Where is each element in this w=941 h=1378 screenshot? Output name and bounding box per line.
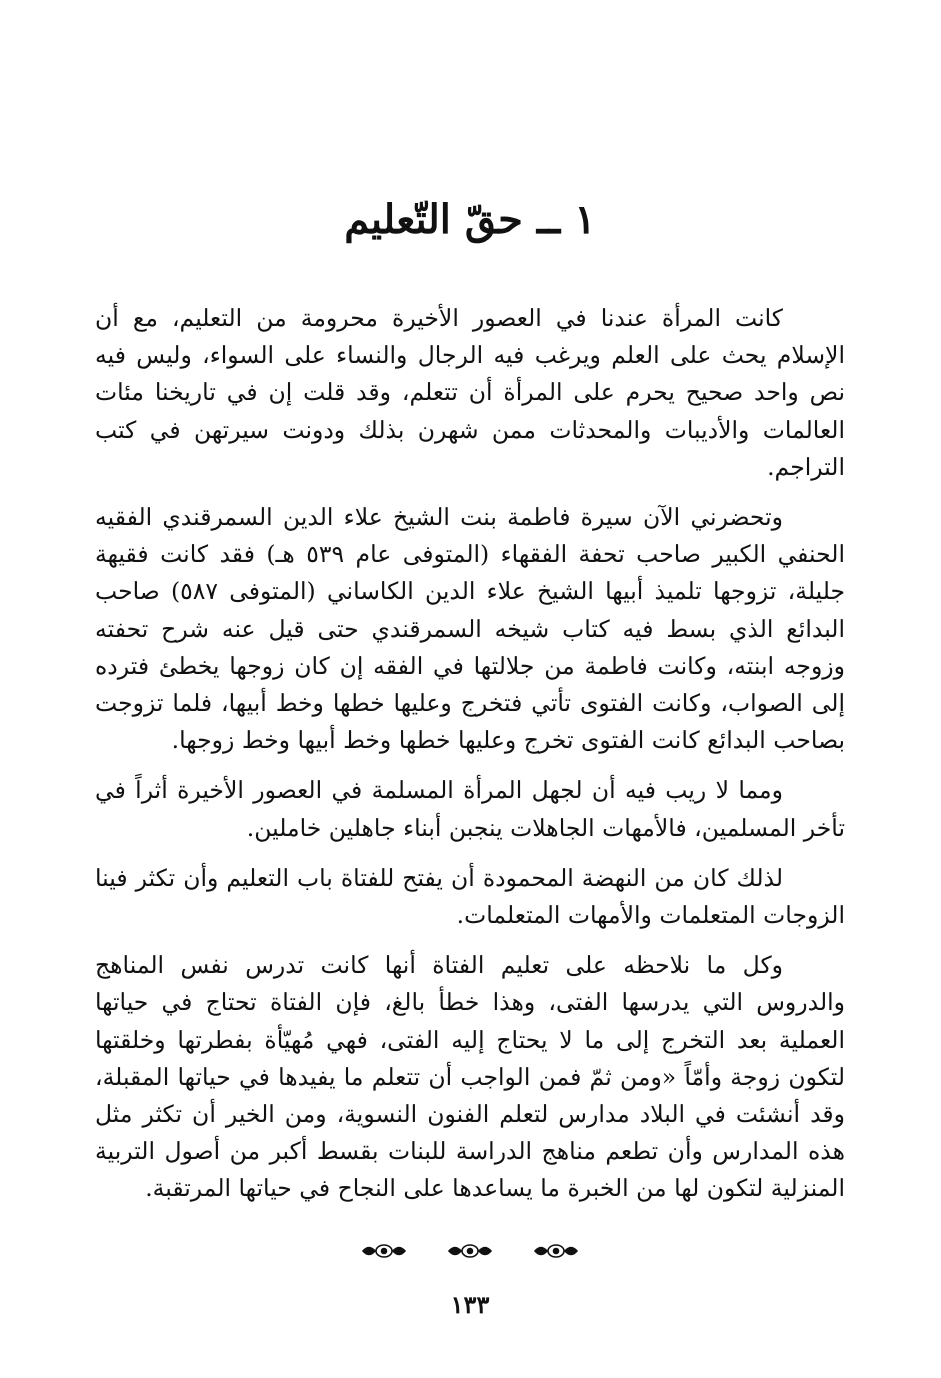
section-end-ornament [95,1240,845,1266]
paragraph-4: لذلك كان من النهضة المحمودة أن يفتح للفتاة باب التعليم وأن تكثر فينا الزوجات المتعلمات والأمهات المتعلمات. [95,863,845,930]
paragraph-2: وتحضرني الآن سيرة فاطمة بنت الشيخ علاء الدين السمرقندي الفقيه الحنفي الكبير صاحب تحفة الفقهاء (المتوفى عام ٥٣٩ هـ) فقد كانت فقيهة جليلة، تزوجها تلميذ أبيها الشيخ علاء الدين الكاساني (المتوفى ٥٨٧) صاحب البدائع الذي بسط فيه كتاب شيخه السمرقندي حتى قيل عنه شرح تحفته وزوجه ابنته، وكانت فاطمة من جلالتها في الفقه إن كان زوجها يخطئ فترده إلى الصواب، وكانت الفتوى تأتي فتخرج وعليها خطها وخط أبيها، فلما تزوجت بصاحب البدائع كانت الفتوى تخرج وعليها خطها وخط أبيها وخط زوجها. [95,503,846,755]
floral-ornament-icon [533,1240,579,1266]
page-number: ١٣٣ [450,1290,490,1319]
body-text [95,300,845,1221]
paragraph-3: ومما لا ريب فيه أن لجهل المرأة المسلمة في العصور الأخيرة أثراً في تأخر المسلمين، فالأمهات الجاهلات ينجبن أبناء جاهلين خاملين. [95,776,845,842]
paragraph-1: كانت المرأة عندنا في العصور الأخيرة محرومة من التعليم، مع أن الإسلام يحث على العلم ويرغب فيه الرجال والنساء على السواء، وليس فيه نص واحد صحيح يحرم على المرأة أن تتعلم، وقد قلت إن في تاريخنا مئات العالمات والأديبات والمحدثات ممن شهرن بذلك ودونت سيرتهن في كتب التراجم. [95,304,845,481]
book-page [95,0,845,1378]
floral-ornament-icon [447,1240,493,1266]
paragraph-5: وكل ما نلاحظه على تعليم الفتاة أنها كانت تدرس نفس المناهج والدروس التي يدرسها الفتى، وهذا خطأ بالغ، فإن الفتاة تحتاج في حياتها العملية بعد التخرج إلى ما لا يحتاج إليه الفتى، فهي مُهيّأة بفطرتها وخلقتها لتكون زوجة وأمّاً «ومن ثمّ فمن الواجب أن تتعلم ما يفيدها في حياتها المقبلة، وقد أنشئت في البلاد مدارس لتعلم الفنون النسوية، ومن الخير أن تكثر مثل هذه المدارس وأن تطعم مناهج الدراسة للبنات بقسط أكبر من أصول التربية المنزلية لتكون لها من الخبرة ما يساعدها على النجاح في حياتها المرتقبة. [95,951,845,1203]
chapter-title: ١ ــ حقّ التّعليم [344,196,596,243]
floral-ornament-icon [361,1240,407,1266]
